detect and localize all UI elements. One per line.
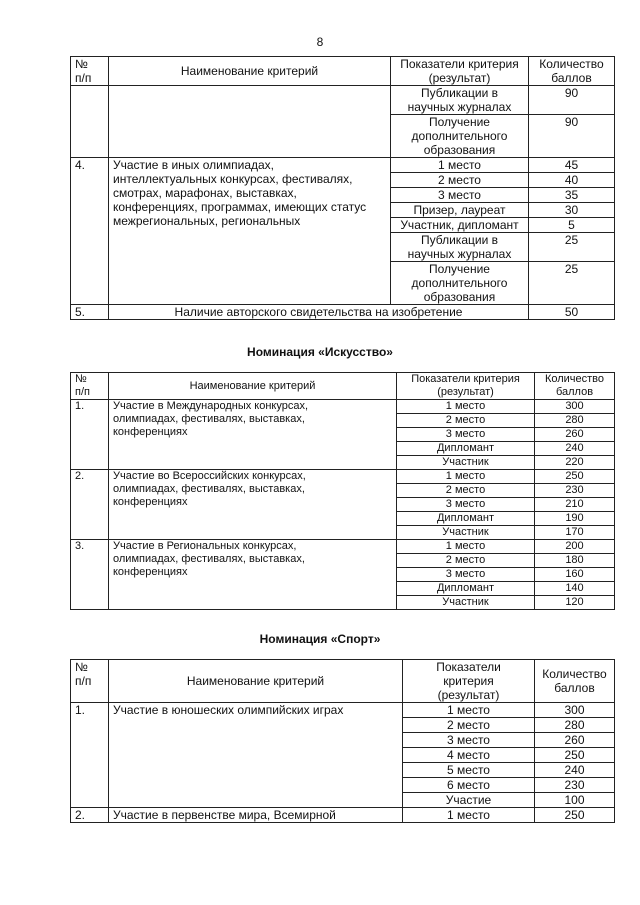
header-num: № п/п [71, 57, 109, 86]
cell-indicator: 2 место [397, 554, 535, 568]
cell-points: 250 [535, 748, 615, 763]
table-row [71, 470, 615, 484]
cell-points: 180 [535, 554, 615, 568]
cell-points: 50 [529, 305, 615, 320]
cell-points: 90 [529, 115, 615, 158]
cell-points: 25 [529, 262, 615, 305]
cell-name-line: конференциях [113, 496, 188, 508]
cell-num: 1. [71, 400, 109, 470]
cell-indicator: 5 место [403, 763, 535, 778]
cell-name: Наличие авторского свидетельства на изобретение [109, 305, 529, 320]
cell-points: 5 [529, 218, 615, 233]
cell-points: 45 [529, 158, 615, 173]
cell-name-line: Участие во Всероссийских конкурсах, [113, 470, 306, 482]
cell-points: 190 [535, 512, 615, 526]
cell-indicator: 4 место [403, 748, 535, 763]
table-row [71, 808, 615, 823]
cell-num: 2. [71, 808, 109, 823]
cell-points: 300 [535, 703, 615, 718]
cell-points: 90 [529, 86, 615, 115]
cell-name [109, 470, 397, 540]
cell-name: Участие в иных олимпиадах, интеллектуальных конкурсах, фестивалях, смотрах, марафонах, выставках, конференциях, программах, имеющих статус межрегиональных, региональных [109, 158, 391, 305]
cell-name-line: Участие в Международных конкурсах, [113, 400, 309, 412]
cell-points: 230 [535, 484, 615, 498]
cell-points: 100 [535, 793, 615, 808]
cell-num: 3. [71, 540, 109, 610]
header-indicator: Показатели критерия (результат) [391, 57, 529, 86]
cell-name-line: Участие в юношеских олимпийских играх [113, 703, 344, 717]
cell-points: 280 [535, 414, 615, 428]
cell-name-line: олимпиадах, фестивалях, выставках, [113, 553, 305, 565]
cell-points: 160 [535, 568, 615, 582]
cell-points: 260 [535, 428, 615, 442]
criteria-table-continued [70, 56, 615, 320]
cell-indicator: Дипломант [397, 442, 535, 456]
cell-indicator: Получение дополнительного образования [391, 262, 529, 305]
cell-indicator: 1 место [403, 808, 535, 823]
cell-indicator: 2 место [391, 173, 529, 188]
header-points: Количество баллов [535, 373, 615, 400]
cell-indicator: 2 место [403, 718, 535, 733]
cell-indicator: Участник [397, 456, 535, 470]
cell-name [109, 703, 403, 808]
cell-points: 250 [535, 470, 615, 484]
cell-points: 210 [535, 498, 615, 512]
cell-points: 30 [529, 203, 615, 218]
cell-indicator: 1 место [403, 703, 535, 718]
section-title-sport: Номинация «Спорт» [259, 632, 381, 646]
header-num: № п/п [71, 373, 109, 400]
cell-indicator: 2 место [397, 484, 535, 498]
cell-indicator: Участие [403, 793, 535, 808]
header-indicator: Показатели критерия (результат) [403, 660, 535, 703]
cell-indicator: Участник [397, 526, 535, 540]
cell-points: 260 [535, 733, 615, 748]
cell-num: 4. [71, 158, 109, 305]
cell-points: 300 [535, 400, 615, 414]
art-criteria-table [70, 372, 615, 610]
cell-indicator: 1 место [397, 400, 535, 414]
cell-indicator: 3 место [403, 733, 535, 748]
cell-indicator: Публикации в научных журналах [391, 86, 529, 115]
cell-indicator: 1 место [391, 158, 529, 173]
cell-points: 25 [529, 233, 615, 262]
cell-name-line: Участие в Региональных конкурсах, [113, 540, 297, 552]
table-row [71, 400, 615, 414]
cell-points: 240 [535, 442, 615, 456]
cell-indicator: 1 место [397, 470, 535, 484]
cell-indicator: 3 место [397, 568, 535, 582]
cell-points: 240 [535, 763, 615, 778]
cell-points: 220 [535, 456, 615, 470]
cell-name [109, 540, 397, 610]
header-points: Количество баллов [529, 57, 615, 86]
table-header-row [71, 660, 615, 703]
cell-indicator: Участник [397, 596, 535, 610]
cell-name-line: конференциях [113, 426, 188, 438]
cell-name [109, 86, 391, 158]
cell-name-line: олимпиадах, фестивалях, выставках, [113, 483, 305, 495]
header-num: № п/п [71, 660, 109, 703]
cell-num: 1. [71, 703, 109, 808]
cell-name [109, 808, 403, 823]
header-name: Наименование критерий [109, 660, 403, 703]
cell-indicator: Дипломант [397, 512, 535, 526]
cell-num: 2. [71, 470, 109, 540]
table-row [71, 540, 615, 554]
cell-num [71, 86, 109, 158]
cell-points: 200 [535, 540, 615, 554]
cell-name-line: конференциях [113, 566, 188, 578]
cell-indicator: Получение дополнительного образования [391, 115, 529, 158]
table-row [71, 86, 615, 115]
table-header-row [71, 57, 615, 86]
cell-indicator: 3 место [391, 188, 529, 203]
cell-indicator: 2 место [397, 414, 535, 428]
section-title-art: Номинация «Искусство» [247, 345, 393, 359]
cell-points: 230 [535, 778, 615, 793]
cell-points: 40 [529, 173, 615, 188]
header-name: Наименование критерий [109, 373, 397, 400]
cell-points: 120 [535, 596, 615, 610]
cell-name-line: олимпиадах, фестивалях, выставках, [113, 413, 305, 425]
cell-indicator: 3 место [397, 428, 535, 442]
cell-name-line: Участие в первенстве мира, Всемирной [113, 808, 336, 822]
cell-name [109, 400, 397, 470]
cell-indicator: Дипломант [397, 582, 535, 596]
cell-points: 170 [535, 526, 615, 540]
cell-indicator: Публикации в научных журналах [391, 233, 529, 262]
cell-num: 5. [71, 305, 109, 320]
cell-points: 280 [535, 718, 615, 733]
cell-indicator: 1 место [397, 540, 535, 554]
cell-points: 35 [529, 188, 615, 203]
cell-indicator: Призер, лауреат [391, 203, 529, 218]
page-number: 8 [316, 35, 324, 49]
table-header-row [71, 373, 615, 400]
cell-points: 250 [535, 808, 615, 823]
cell-indicator: Участник, дипломант [391, 218, 529, 233]
cell-indicator: 3 место [397, 498, 535, 512]
header-name: Наименование критерий [109, 57, 391, 86]
header-points: Количество баллов [535, 660, 615, 703]
cell-indicator: 6 место [403, 778, 535, 793]
header-indicator: Показатели критерия (результат) [397, 373, 535, 400]
table-row [71, 305, 615, 320]
table-row [71, 158, 615, 173]
table-row [71, 703, 615, 718]
cell-points: 140 [535, 582, 615, 596]
sport-criteria-table [70, 659, 615, 823]
